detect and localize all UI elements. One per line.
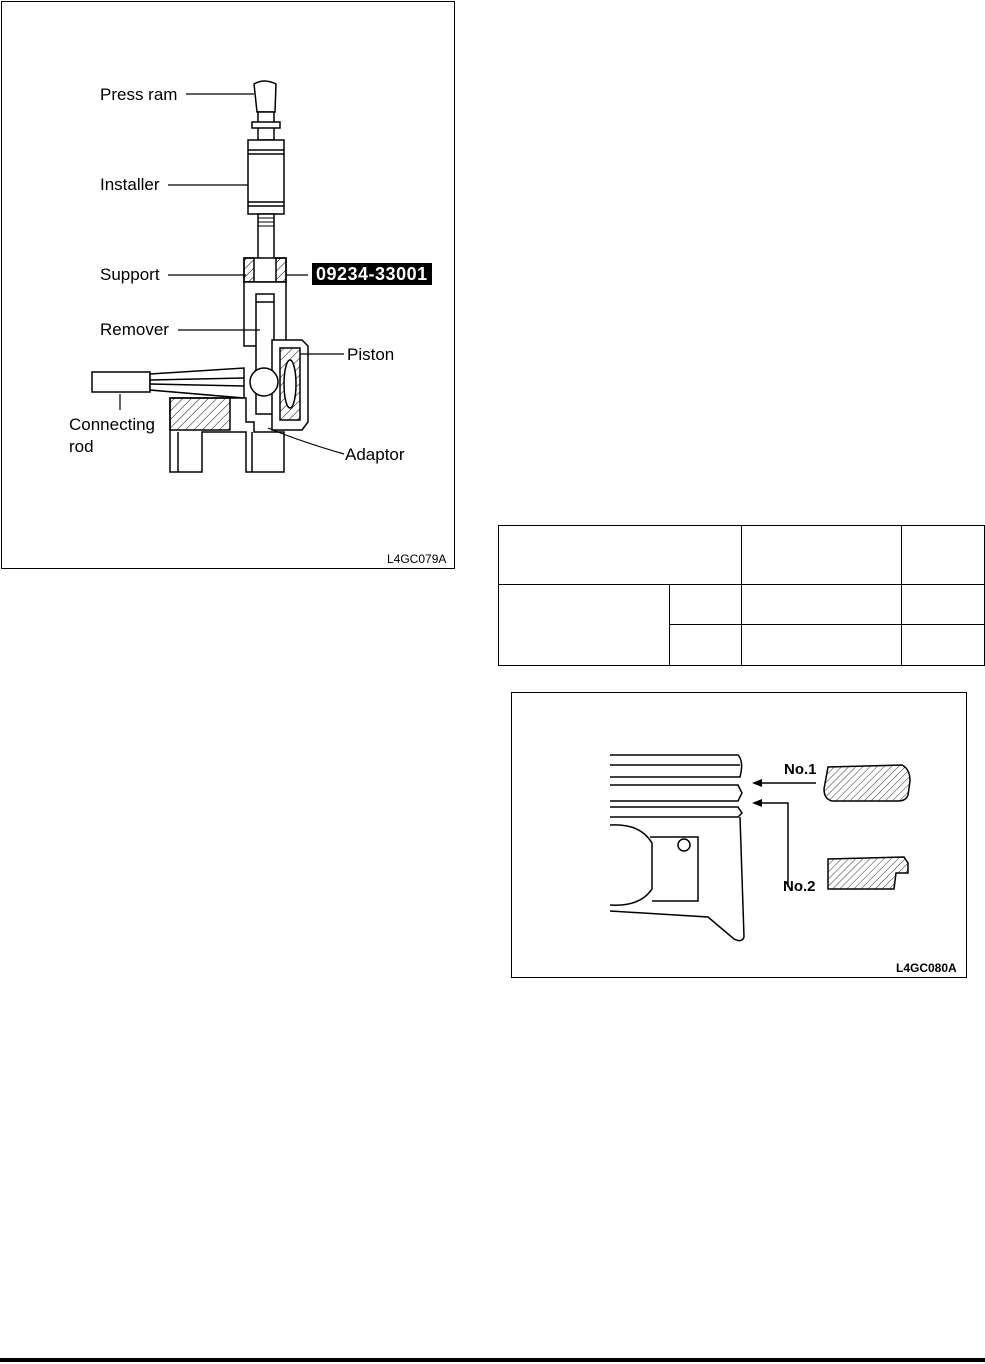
remover-label: Remover [100, 320, 169, 339]
piston-pin-removal-figure [1, 1, 455, 569]
no1-ring-section [824, 765, 910, 801]
table-cell [499, 585, 670, 666]
footer-rule [0, 1358, 985, 1362]
special-tool-number: 09234-33001 [312, 263, 432, 285]
specification-table [498, 525, 984, 665]
table-cell [902, 585, 985, 625]
connecting-rod-end-shape [92, 372, 150, 392]
table-cell [902, 526, 985, 585]
press-ram-label: Press ram [100, 85, 178, 104]
installer-shape [248, 140, 284, 214]
no1-ring-label: No.1 [784, 761, 817, 778]
support-label: Support [100, 265, 160, 284]
press-ram-shape [254, 81, 276, 112]
table-cell [670, 625, 742, 666]
table-row [499, 526, 985, 585]
connecting-rod-label-line1: Connecting [69, 415, 156, 434]
adaptor-label: Adaptor [345, 445, 405, 464]
figure-code-l4gc079a: L4GC079A [387, 552, 447, 566]
no2-ring-label: No.2 [783, 878, 816, 895]
no2-ring-section [828, 857, 908, 889]
piston-ring-drawing [512, 693, 968, 979]
table-row [499, 585, 985, 625]
piston-ring-figure [511, 692, 967, 978]
table-cell [670, 585, 742, 625]
table-cell [742, 625, 902, 666]
table-cell [742, 526, 902, 585]
table-cell [499, 526, 742, 585]
table-cell [742, 585, 902, 625]
piston-label: Piston [347, 345, 395, 364]
press-assembly-drawing [2, 2, 456, 570]
table-cell [902, 625, 985, 666]
figure-code-l4gc080a: L4GC080A [896, 961, 957, 975]
connecting-rod-label-line2: rod [69, 437, 94, 456]
installer-label: Installer [100, 175, 160, 194]
